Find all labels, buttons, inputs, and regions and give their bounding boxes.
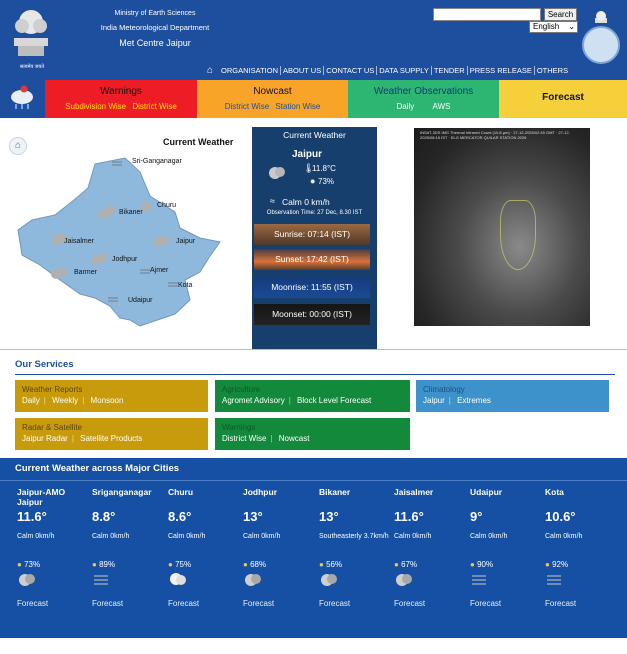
city-name: Jaipur-AMO Jaipur bbox=[17, 487, 66, 507]
service-heading: Climatology bbox=[423, 385, 465, 394]
link-station-wise[interactable]: Station Wise bbox=[275, 102, 321, 111]
centre-name: Met Centre Jaipur bbox=[119, 38, 191, 48]
city-wind: Calm 0km/h bbox=[243, 533, 281, 540]
city-name: Sriganganagar bbox=[92, 487, 152, 497]
humidity-drop-icon: ● bbox=[394, 560, 399, 569]
city-wind: Calm 0km/h bbox=[470, 533, 508, 540]
nowcast-tile[interactable] bbox=[197, 80, 348, 118]
humidity-drop-icon: ● bbox=[319, 560, 324, 569]
city-wind: Calm 0km/h bbox=[168, 533, 206, 540]
city-wind: Calm 0km/h bbox=[92, 533, 130, 540]
services-title: Our Services bbox=[15, 359, 74, 370]
nav-data-supply[interactable]: DATA SUPPLY bbox=[377, 66, 432, 75]
city-name: Jaisalmer bbox=[394, 487, 434, 497]
map-city-label[interactable]: Udaipur bbox=[128, 297, 153, 304]
humidity-drop-icon: ● bbox=[310, 176, 316, 186]
link-weekly[interactable]: Weekly bbox=[52, 396, 79, 405]
thermometer-icon: 🌡 bbox=[303, 163, 315, 173]
city-wind: Southeasterly 3.7km/h bbox=[319, 533, 389, 540]
link-daily[interactable]: Daily bbox=[396, 102, 415, 111]
city-name: Churu bbox=[168, 487, 194, 497]
link-monsoon[interactable]: Monsoon bbox=[90, 396, 124, 405]
major-cities-section bbox=[0, 458, 627, 638]
observations-title: Weather Observations bbox=[373, 86, 474, 97]
link-block-level-forecast[interactable]: Block Level Forecast bbox=[297, 396, 372, 405]
humidity-drop-icon: ● bbox=[545, 560, 550, 569]
emblem-badge-icon bbox=[592, 9, 610, 27]
current-weather-panel bbox=[252, 127, 377, 349]
organisation-block bbox=[90, 10, 220, 48]
city-humidity-value: 68% bbox=[250, 560, 267, 569]
imd-logo-icon bbox=[582, 26, 620, 64]
divider bbox=[15, 374, 615, 375]
current-weather-title: Current Weather bbox=[283, 130, 346, 140]
city-temperature: 10.6° bbox=[545, 509, 576, 524]
humidity-drop-icon: ● bbox=[470, 560, 475, 569]
service-links: Jaipur | Extremes bbox=[423, 396, 491, 405]
current-city: Jaipur bbox=[292, 149, 323, 160]
city-forecast-link[interactable]: Forecast bbox=[319, 599, 351, 608]
city-temperature: 8.6° bbox=[168, 509, 192, 524]
link-satellite-products[interactable]: Satellite Products bbox=[80, 434, 143, 443]
city-temperature: 11.6° bbox=[17, 509, 47, 524]
home-icon: ⌂ bbox=[14, 140, 22, 151]
cloudy-icon bbox=[243, 571, 313, 587]
current-temperature: 11.8°C bbox=[312, 164, 336, 173]
link-daily[interactable]: Daily bbox=[22, 396, 40, 405]
cloudy-icon bbox=[394, 571, 464, 587]
city-forecast-link[interactable]: Forecast bbox=[168, 599, 200, 608]
city-humidity bbox=[168, 560, 238, 569]
warnings-tile[interactable] bbox=[45, 80, 197, 118]
map-city-label[interactable]: Sri-Ganganagar bbox=[132, 158, 182, 165]
city-temperature: 13° bbox=[319, 509, 339, 524]
haze-icon bbox=[470, 571, 540, 587]
service-weather-reports[interactable] bbox=[15, 380, 208, 412]
forecast-tile[interactable] bbox=[499, 80, 627, 118]
service-heading: Agriculture bbox=[222, 385, 261, 394]
map-city-label[interactable]: Barmer bbox=[74, 269, 97, 276]
home-icon[interactable]: ⌂ bbox=[207, 64, 214, 76]
divider bbox=[0, 480, 627, 481]
service-climatology[interactable] bbox=[416, 380, 609, 412]
city-card[interactable] bbox=[243, 487, 313, 608]
haze-icon bbox=[92, 571, 162, 587]
service-warnings[interactable] bbox=[215, 418, 410, 450]
nav-contact-us[interactable]: CONTACT US bbox=[324, 66, 377, 75]
map-city-label[interactable]: Churu bbox=[157, 202, 177, 209]
city-humidity-value: 75% bbox=[175, 560, 192, 569]
link-subdivision-wise[interactable]: Subdivision Wise bbox=[65, 102, 127, 111]
city-temperature: 8.8° bbox=[92, 509, 116, 524]
link-nowcast[interactable]: Nowcast bbox=[278, 434, 310, 443]
city-name: Jodhpur bbox=[243, 487, 277, 497]
link-district-wise[interactable]: District Wise bbox=[222, 434, 267, 443]
observations-links bbox=[348, 102, 499, 111]
partly-cloudy-icon bbox=[168, 571, 238, 587]
city-humidity bbox=[394, 560, 464, 569]
city-humidity bbox=[319, 560, 389, 569]
city-card[interactable] bbox=[394, 487, 464, 608]
warnings-title: Warnings bbox=[100, 86, 142, 97]
city-humidity-value: 56% bbox=[326, 560, 343, 569]
nav-press-release[interactable]: PRESS RELEASE bbox=[468, 66, 535, 75]
haze-icon bbox=[545, 571, 615, 587]
service-agriculture[interactable] bbox=[215, 380, 410, 412]
nav-others[interactable]: OTHERS bbox=[536, 65, 569, 75]
search-button[interactable]: Search bbox=[544, 8, 577, 21]
moonrise-time: Moonrise: 11:55 (IST) bbox=[254, 277, 370, 298]
link-jaipur-radar[interactable]: Jaipur Radar bbox=[22, 434, 68, 443]
humidity-drop-icon: ● bbox=[17, 560, 22, 569]
city-forecast-link[interactable]: Forecast bbox=[92, 599, 124, 608]
city-temperature: 11.6° bbox=[394, 509, 424, 524]
city-humidity bbox=[470, 560, 540, 569]
link-jaipur[interactable]: Jaipur bbox=[423, 396, 445, 405]
cloudy-icon bbox=[319, 571, 389, 587]
service-heading: Warnings bbox=[222, 423, 256, 432]
service-links: Agromet Advisory | Block Level Forecast bbox=[222, 396, 372, 405]
city-card[interactable] bbox=[92, 487, 162, 608]
service-radar-satellite[interactable] bbox=[15, 418, 208, 450]
city-forecast-link[interactable]: Forecast bbox=[17, 599, 49, 608]
warnings-links bbox=[45, 102, 197, 111]
sunrise-time: Sunrise: 07:14 (IST) bbox=[254, 224, 370, 245]
city-name: Kota bbox=[545, 487, 564, 497]
humidity-drop-icon: ● bbox=[92, 560, 97, 569]
search-input[interactable] bbox=[433, 8, 541, 21]
link-aws[interactable]: AWS bbox=[432, 102, 451, 111]
city-forecast-link[interactable]: Forecast bbox=[470, 599, 502, 608]
city-wind: Calm 0km/h bbox=[17, 533, 55, 540]
service-links: Jaipur Radar | Satellite Products bbox=[22, 434, 143, 443]
humidity-drop-icon: ● bbox=[243, 560, 248, 569]
city-card[interactable] bbox=[168, 487, 238, 608]
nav-about-us[interactable]: ABOUT US bbox=[281, 66, 324, 75]
city-wind: Calm 0km/h bbox=[545, 533, 583, 540]
city-humidity-value: 92% bbox=[552, 560, 569, 569]
city-temperature: 9° bbox=[470, 509, 483, 524]
wind-icon: ≈ bbox=[270, 196, 275, 206]
map-city-label[interactable]: Jaisalmer bbox=[64, 238, 94, 245]
link-extremes[interactable]: Extremes bbox=[457, 396, 491, 405]
map-city-label[interactable]: Kota bbox=[178, 282, 193, 289]
india-outline bbox=[500, 200, 536, 270]
moonset-time: Moonset: 00:00 (IST) bbox=[254, 304, 370, 325]
forecast-title: Forecast bbox=[542, 92, 584, 103]
cloudy-icon bbox=[17, 571, 87, 587]
language-selected: English bbox=[533, 22, 560, 31]
city-humidity-value: 73% bbox=[24, 560, 41, 569]
humidity-drop-icon: ● bbox=[168, 560, 173, 569]
current-humidity: 73% bbox=[318, 177, 335, 186]
city-forecast-link[interactable]: Forecast bbox=[243, 599, 275, 608]
national-emblem-icon bbox=[10, 4, 52, 68]
city-humidity-value: 89% bbox=[99, 560, 116, 569]
service-heading: Weather Reports bbox=[22, 385, 83, 394]
satellite-caption: INSAT-3DS IMG Thermal Infrared Count (10.8 µm) · 27-12-2025/02:45 GMT · 27-12-2025/08:15 IST · ELG MERCATOR QUILAR STATION 2026 bbox=[420, 130, 570, 140]
chevron-down-icon: ⌄ bbox=[568, 22, 575, 31]
cloudy-icon bbox=[267, 164, 287, 180]
top-navigation bbox=[207, 63, 570, 77]
city-name: Bikaner bbox=[319, 487, 351, 497]
cloud-alert-icon bbox=[0, 80, 45, 118]
link-district-wise[interactable]: District Wise bbox=[132, 102, 177, 111]
nav-tender[interactable]: TENDER bbox=[432, 66, 468, 75]
rajasthan-map[interactable] bbox=[0, 130, 250, 350]
service-links: District Wise | Nowcast bbox=[222, 434, 310, 443]
city-humidity bbox=[243, 560, 313, 569]
city-temperature: 13° bbox=[243, 509, 263, 524]
alert-cloud-tile[interactable] bbox=[0, 80, 45, 118]
map-title: Current Weather bbox=[163, 137, 234, 147]
city-humidity-value: 90% bbox=[477, 560, 494, 569]
sunset-time: Sunset: 17:42 (IST) bbox=[254, 249, 370, 270]
cities-title: Current Weather across Major Cities bbox=[15, 463, 180, 474]
department-name: India Meteorological Department bbox=[100, 23, 210, 32]
city-name: Udaipur bbox=[470, 487, 503, 497]
city-forecast-link[interactable]: Forecast bbox=[394, 599, 426, 608]
map-city-label[interactable]: Jaipur bbox=[176, 238, 196, 245]
observation-time: Observation Time: 27 Dec, 8.30 IST bbox=[266, 210, 363, 216]
nowcast-title: Nowcast bbox=[253, 86, 292, 97]
nav-organisation[interactable]: ORGANISATION bbox=[219, 66, 281, 75]
language-select[interactable] bbox=[529, 21, 578, 33]
map-city-label[interactable]: Ajmer bbox=[150, 267, 169, 274]
service-heading: Radar & Satellite bbox=[22, 423, 83, 432]
city-humidity bbox=[545, 560, 615, 569]
city-card[interactable] bbox=[470, 487, 540, 608]
map-city-label[interactable]: Bikaner bbox=[119, 209, 143, 216]
service-links: Daily | Weekly | Monsoon bbox=[22, 396, 124, 405]
city-forecast-link[interactable]: Forecast bbox=[545, 599, 577, 608]
link-agromet-advisory[interactable]: Agromet Advisory bbox=[222, 396, 285, 405]
weather-observations-tile[interactable] bbox=[348, 80, 499, 118]
city-humidity bbox=[17, 560, 87, 569]
emblem-caption: सत्यमेव जयते bbox=[19, 64, 45, 70]
map-city-label[interactable]: Jodhpur bbox=[112, 256, 138, 263]
nowcast-links bbox=[197, 102, 348, 111]
city-humidity-value: 67% bbox=[401, 560, 418, 569]
divider bbox=[0, 349, 627, 350]
city-card[interactable] bbox=[319, 487, 389, 608]
city-wind: Calm 0km/h bbox=[394, 533, 432, 540]
ministry-name: Ministry of Earth Sciences bbox=[114, 10, 196, 17]
city-card[interactable] bbox=[17, 487, 87, 608]
current-wind: Calm 0 km/h bbox=[282, 197, 330, 207]
site-header bbox=[0, 0, 627, 80]
city-humidity bbox=[92, 560, 162, 569]
city-card[interactable] bbox=[545, 487, 615, 608]
link-nowcast-district-wise[interactable]: District Wise bbox=[224, 102, 270, 111]
